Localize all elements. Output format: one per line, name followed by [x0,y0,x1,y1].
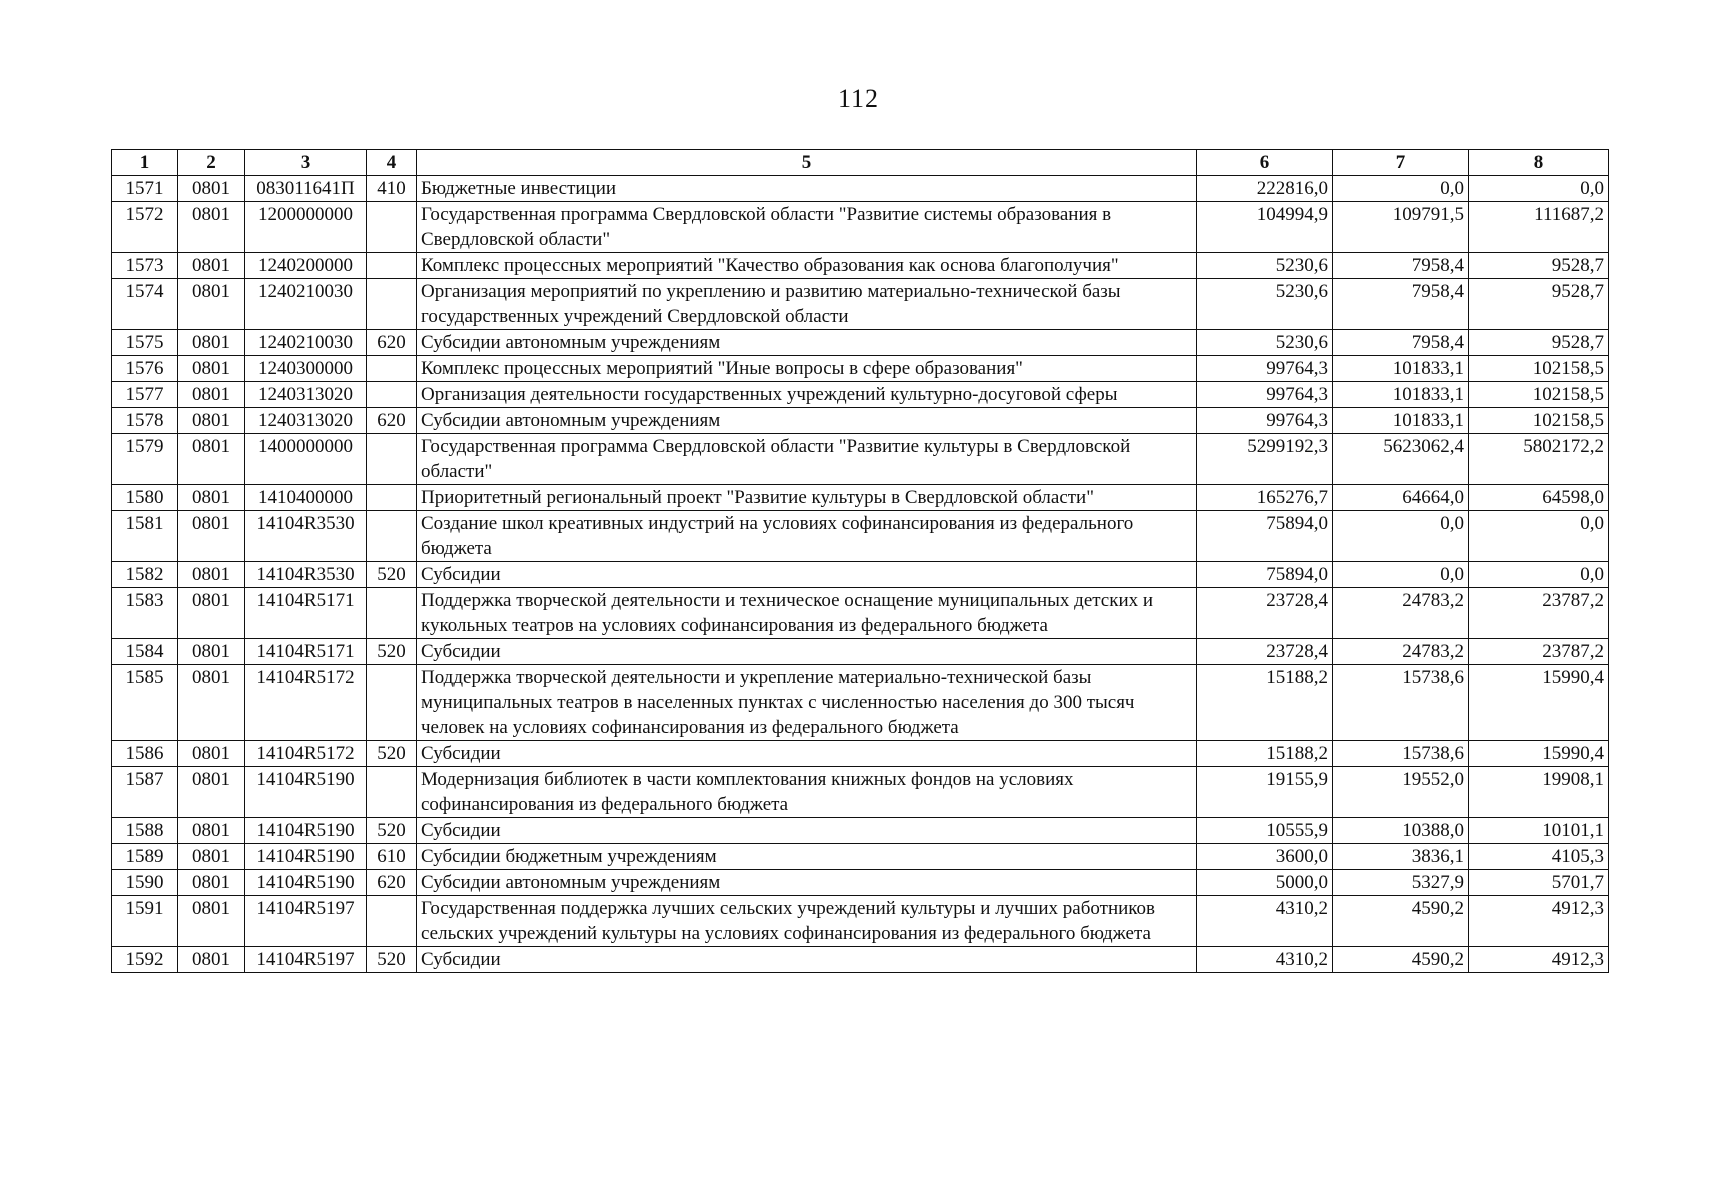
description-cell: Государственная программа Свердловской области "Развитие системы образования в Свердловской области" [417,202,1197,253]
amount-year2-cell: 19552,0 [1333,767,1469,818]
amount-year3-cell: 9528,7 [1469,253,1609,279]
section-code-cell: 0801 [178,896,245,947]
expense-type-cell: 620 [367,408,417,434]
table-row [112,408,1609,434]
section-code-cell: 0801 [178,279,245,330]
table-row [112,844,1609,870]
amount-year3-cell: 10101,1 [1469,818,1609,844]
description-cell: Субсидии автономным учреждениям [417,408,1197,434]
expense-type-cell: 520 [367,818,417,844]
amount-year1-cell: 222816,0 [1197,176,1333,202]
expense-type-cell: 520 [367,639,417,665]
amount-year3-cell: 64598,0 [1469,485,1609,511]
expense-type-cell [367,382,417,408]
expense-type-cell [367,434,417,485]
section-code-cell: 0801 [178,382,245,408]
amount-year2-cell: 5327,9 [1333,870,1469,896]
row-number-cell: 1572 [112,202,178,253]
amount-year3-cell: 0,0 [1469,562,1609,588]
amount-year3-cell: 0,0 [1469,511,1609,562]
target-article-cell: 1240210030 [245,330,367,356]
expense-type-cell: 520 [367,562,417,588]
description-cell: Комплекс процессных мероприятий "Иные вопросы в сфере образования" [417,356,1197,382]
description-cell: Субсидии [417,818,1197,844]
row-number-cell: 1578 [112,408,178,434]
page-number: 112 [837,84,880,113]
amount-year2-cell: 0,0 [1333,562,1469,588]
amount-year3-cell: 4105,3 [1469,844,1609,870]
row-number-cell: 1579 [112,434,178,485]
amount-year3-cell: 4912,3 [1469,947,1609,973]
amount-year3-cell: 5802172,2 [1469,434,1609,485]
description-cell: Создание школ креативных индустрий на условиях софинансирования из федерального бюджета [417,511,1197,562]
target-article-cell: 1240313020 [245,408,367,434]
table-row [112,356,1609,382]
row-number-cell: 1588 [112,818,178,844]
amount-year2-cell: 24783,2 [1333,588,1469,639]
amount-year2-cell: 101833,1 [1333,408,1469,434]
section-code-cell: 0801 [178,818,245,844]
expense-type-cell: 520 [367,741,417,767]
target-article-cell: 1240313020 [245,382,367,408]
description-cell: Субсидии автономным учреждениям [417,330,1197,356]
amount-year1-cell: 5299192,3 [1197,434,1333,485]
table-row [112,485,1609,511]
amount-year2-cell: 10388,0 [1333,818,1469,844]
target-article-cell: 14104R5197 [245,947,367,973]
amount-year2-cell: 7958,4 [1333,279,1469,330]
amount-year2-cell: 15738,6 [1333,665,1469,741]
section-code-cell: 0801 [178,356,245,382]
table-row [112,202,1609,253]
table-row [112,896,1609,947]
amount-year2-cell: 3836,1 [1333,844,1469,870]
target-article-cell: 14104R5190 [245,844,367,870]
row-number-cell: 1580 [112,485,178,511]
table-row [112,947,1609,973]
section-code-cell: 0801 [178,562,245,588]
header-col-6: 6 [1197,150,1333,176]
amount-year3-cell: 23787,2 [1469,639,1609,665]
description-cell: Субсидии [417,947,1197,973]
amount-year3-cell: 19908,1 [1469,767,1609,818]
section-code-cell: 0801 [178,511,245,562]
description-cell: Бюджетные инвестиции [417,176,1197,202]
amount-year2-cell: 109791,5 [1333,202,1469,253]
header-col-4: 4 [367,150,417,176]
row-number-cell: 1585 [112,665,178,741]
target-article-cell: 14104R3530 [245,562,367,588]
description-cell: Субсидии бюджетным учреждениям [417,844,1197,870]
header-col-2: 2 [178,150,245,176]
target-article-cell: 14104R5171 [245,639,367,665]
description-cell: Субсидии [417,562,1197,588]
amount-year3-cell: 102158,5 [1469,356,1609,382]
expense-type-cell: 410 [367,176,417,202]
amount-year2-cell: 5623062,4 [1333,434,1469,485]
header-col-8: 8 [1469,150,1609,176]
header-col-7: 7 [1333,150,1469,176]
target-article-cell: 14104R5190 [245,767,367,818]
amount-year3-cell: 15990,4 [1469,665,1609,741]
table-row [112,253,1609,279]
table-header [112,150,1609,176]
amount-year1-cell: 99764,3 [1197,408,1333,434]
description-cell: Организация мероприятий по укреплению и развитию материально-технической базы государственных учреждений Свердловской области [417,279,1197,330]
budget-table [111,149,1609,973]
section-code-cell: 0801 [178,202,245,253]
section-code-cell: 0801 [178,408,245,434]
amount-year1-cell: 104994,9 [1197,202,1333,253]
amount-year2-cell: 64664,0 [1333,485,1469,511]
table-row [112,511,1609,562]
target-article-cell: 1410400000 [245,485,367,511]
row-number-cell: 1574 [112,279,178,330]
expense-type-cell: 520 [367,947,417,973]
table-row [112,870,1609,896]
table-row [112,767,1609,818]
target-article-cell: 1240300000 [245,356,367,382]
table-row [112,588,1609,639]
target-article-cell: 1400000000 [245,434,367,485]
section-code-cell: 0801 [178,434,245,485]
expense-type-cell [367,356,417,382]
amount-year3-cell: 4912,3 [1469,896,1609,947]
section-code-cell: 0801 [178,639,245,665]
expense-type-cell [367,511,417,562]
table-row [112,741,1609,767]
description-cell: Модернизация библиотек в части комплектования книжных фондов на условиях софинансирования из федерального бюджета [417,767,1197,818]
row-number-cell: 1576 [112,356,178,382]
table-body [112,176,1609,973]
expense-type-cell [367,896,417,947]
row-number-cell: 1586 [112,741,178,767]
amount-year3-cell: 9528,7 [1469,330,1609,356]
section-code-cell: 0801 [178,844,245,870]
amount-year1-cell: 99764,3 [1197,382,1333,408]
table-row [112,639,1609,665]
row-number-cell: 1573 [112,253,178,279]
amount-year2-cell: 101833,1 [1333,382,1469,408]
table-row [112,382,1609,408]
amount-year2-cell: 0,0 [1333,176,1469,202]
table-row [112,434,1609,485]
row-number-cell: 1581 [112,511,178,562]
target-article-cell: 1240200000 [245,253,367,279]
header-row [112,150,1609,176]
amount-year1-cell: 75894,0 [1197,562,1333,588]
expense-type-cell [367,279,417,330]
description-cell: Поддержка творческой деятельности и техническое оснащение муниципальных детских и кукольных театров на условиях софинансирования из федерального бюджета [417,588,1197,639]
description-cell: Комплекс процессных мероприятий "Качество образования как основа благополучия" [417,253,1197,279]
row-number-cell: 1592 [112,947,178,973]
table-row [112,665,1609,741]
section-code-cell: 0801 [178,870,245,896]
description-cell: Государственная программа Свердловской области "Развитие культуры в Свердловской области" [417,434,1197,485]
amount-year3-cell: 111687,2 [1469,202,1609,253]
amount-year3-cell: 15990,4 [1469,741,1609,767]
amount-year3-cell: 102158,5 [1469,382,1609,408]
expense-type-cell [367,665,417,741]
amount-year3-cell: 9528,7 [1469,279,1609,330]
table-row [112,562,1609,588]
amount-year3-cell: 5701,7 [1469,870,1609,896]
row-number-cell: 1571 [112,176,178,202]
section-code-cell: 0801 [178,176,245,202]
row-number-cell: 1582 [112,562,178,588]
amount-year1-cell: 75894,0 [1197,511,1333,562]
amount-year3-cell: 0,0 [1469,176,1609,202]
expense-type-cell [367,202,417,253]
row-number-cell: 1577 [112,382,178,408]
amount-year2-cell: 7958,4 [1333,330,1469,356]
header-col-1: 1 [112,150,178,176]
row-number-cell: 1590 [112,870,178,896]
target-article-cell: 14104R3530 [245,511,367,562]
description-cell: Организация деятельности государственных учреждений культурно-досуговой сферы [417,382,1197,408]
section-code-cell: 0801 [178,741,245,767]
description-cell: Субсидии автономным учреждениям [417,870,1197,896]
table-row [112,818,1609,844]
target-article-cell: 14104R5190 [245,870,367,896]
amount-year2-cell: 0,0 [1333,511,1469,562]
expense-type-cell [367,485,417,511]
row-number-cell: 1589 [112,844,178,870]
amount-year1-cell: 165276,7 [1197,485,1333,511]
table-row [112,279,1609,330]
amount-year1-cell: 4310,2 [1197,896,1333,947]
target-article-cell: 14104R5171 [245,588,367,639]
amount-year1-cell: 5230,6 [1197,330,1333,356]
section-code-cell: 0801 [178,588,245,639]
amount-year3-cell: 102158,5 [1469,408,1609,434]
description-cell: Субсидии [417,639,1197,665]
amount-year1-cell: 5000,0 [1197,870,1333,896]
description-cell: Государственная поддержка лучших сельских учреждений культуры и лучших работников сельских учреждений культуры на условиях софинансирования из федерального бюджета [417,896,1197,947]
expense-type-cell: 620 [367,870,417,896]
section-code-cell: 0801 [178,485,245,511]
description-cell: Поддержка творческой деятельности и укрепление материально-технической базы муниципальных театров в населенных пунктах с численностью населения до 300 тысяч человек на условиях софинансирования из федерального бюджета [417,665,1197,741]
target-article-cell: 14104R5190 [245,818,367,844]
section-code-cell: 0801 [178,330,245,356]
expense-type-cell [367,767,417,818]
row-number-cell: 1584 [112,639,178,665]
target-article-cell: 14104R5172 [245,665,367,741]
description-cell: Субсидии [417,741,1197,767]
amount-year1-cell: 99764,3 [1197,356,1333,382]
target-article-cell: 14104R5197 [245,896,367,947]
amount-year2-cell: 4590,2 [1333,896,1469,947]
amount-year2-cell: 101833,1 [1333,356,1469,382]
target-article-cell: 1200000000 [245,202,367,253]
amount-year1-cell: 5230,6 [1197,279,1333,330]
table-row [112,330,1609,356]
row-number-cell: 1591 [112,896,178,947]
amount-year1-cell: 15188,2 [1197,665,1333,741]
amount-year1-cell: 10555,9 [1197,818,1333,844]
section-code-cell: 0801 [178,767,245,818]
target-article-cell: 14104R5172 [245,741,367,767]
amount-year1-cell: 23728,4 [1197,639,1333,665]
expense-type-cell [367,588,417,639]
amount-year2-cell: 15738,6 [1333,741,1469,767]
amount-year1-cell: 5230,6 [1197,253,1333,279]
amount-year2-cell: 7958,4 [1333,253,1469,279]
row-number-cell: 1583 [112,588,178,639]
expense-type-cell: 610 [367,844,417,870]
amount-year1-cell: 4310,2 [1197,947,1333,973]
target-article-cell: 083011641П [245,176,367,202]
row-number-cell: 1575 [112,330,178,356]
expense-type-cell [367,253,417,279]
amount-year1-cell: 23728,4 [1197,588,1333,639]
row-number-cell: 1587 [112,767,178,818]
amount-year1-cell: 15188,2 [1197,741,1333,767]
amount-year1-cell: 3600,0 [1197,844,1333,870]
amount-year2-cell: 4590,2 [1333,947,1469,973]
header-col-5: 5 [417,150,1197,176]
amount-year2-cell: 24783,2 [1333,639,1469,665]
section-code-cell: 0801 [178,253,245,279]
header-col-3: 3 [245,150,367,176]
amount-year1-cell: 19155,9 [1197,767,1333,818]
target-article-cell: 1240210030 [245,279,367,330]
section-code-cell: 0801 [178,947,245,973]
section-code-cell: 0801 [178,665,245,741]
table-row [112,176,1609,202]
description-cell: Приоритетный региональный проект "Развитие культуры в Свердловской области" [417,485,1197,511]
expense-type-cell: 620 [367,330,417,356]
amount-year3-cell: 23787,2 [1469,588,1609,639]
